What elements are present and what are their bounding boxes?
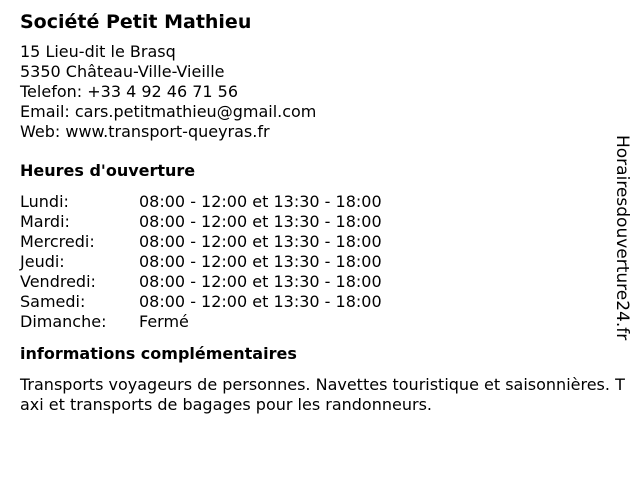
address-street: 15 Lieu-dit le Brasq (20, 42, 176, 61)
day-label: Lundi: (20, 192, 69, 211)
company-name: Société Petit Mathieu (20, 11, 252, 33)
hours-row-tuesday (20, 212, 610, 232)
info-heading: informations complémentaires (20, 344, 297, 363)
time-value: 08:00 - 12:00 et 13:30 - 18:00 (139, 292, 382, 311)
phone-line: Telefon: +33 4 92 46 71 56 (20, 82, 239, 101)
time-value: 08:00 - 12:00 et 13:30 - 18:00 (139, 272, 382, 291)
brand-watermark-text: Horairesdouverture24.fr (612, 135, 632, 341)
time-value: Fermé (139, 312, 189, 331)
day-label: Samedi: (20, 292, 86, 311)
day-label: Mercredi: (20, 232, 95, 251)
hours-row-monday (20, 192, 610, 212)
hours-table (20, 192, 610, 332)
web-line: Web: www.transport-queyras.fr (20, 122, 270, 141)
hours-row-wednesday (20, 232, 610, 252)
email-line: Email: cars.petitmathieu@gmail.com (20, 102, 317, 121)
day-label: Dimanche: (20, 312, 107, 331)
hours-row-sunday (20, 312, 610, 332)
day-label: Jeudi: (20, 252, 65, 271)
time-value: 08:00 - 12:00 et 13:30 - 18:00 (139, 252, 382, 271)
time-value: 08:00 - 12:00 et 13:30 - 18:00 (139, 232, 382, 251)
time-value: 08:00 - 12:00 et 13:30 - 18:00 (139, 192, 382, 211)
hours-heading: Heures d'ouverture (20, 161, 196, 180)
hours-row-saturday (20, 292, 610, 312)
hours-row-friday (20, 272, 610, 292)
address-city: 5350 Château-Ville-Vieille (20, 62, 225, 81)
info-text: Transports voyageurs de personnes. Navettes touristique et saisonnières. Taxi et transports de bagages pour les randonneurs. (20, 375, 625, 414)
hours-row-thursday (20, 252, 610, 272)
day-label: Mardi: (20, 212, 70, 231)
time-value: 08:00 - 12:00 et 13:30 - 18:00 (139, 212, 382, 231)
day-label: Vendredi: (20, 272, 96, 291)
